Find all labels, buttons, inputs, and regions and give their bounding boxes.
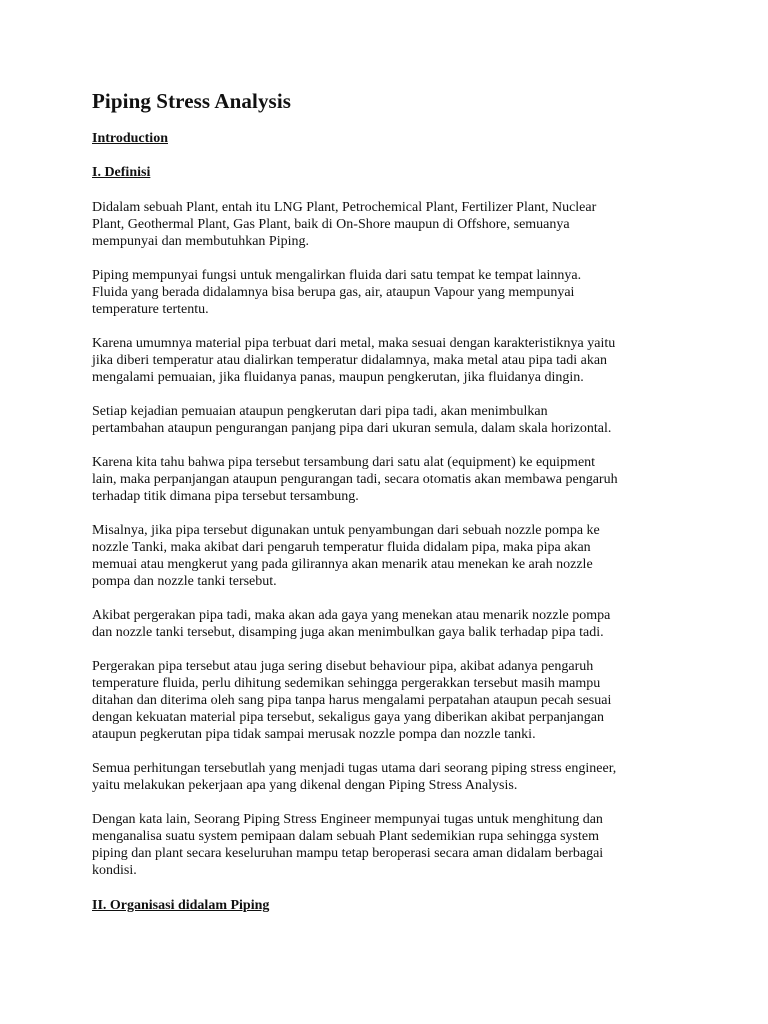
paragraph: Akibat pergerakan pipa tadi, maka akan ada gaya yang menekan atau menarik nozzle pompa dan nozzle tanki tersebut, disamping juga akan menimbulkan gaya balik terhadap pipa tadi. <box>92 608 611 640</box>
paragraph: Piping mempunyai fungsi untuk mengalirkan fluida dari satu tempat ke tempat lainnya. Fluida yang berada didalamnya bisa berupa gas, air, ataupun Vapour yang mempunyai temperature tertentu. <box>92 268 582 317</box>
paragraph: Dengan kata lain, Seorang Piping Stress Engineer mempunyai tugas untuk menghitung dan menganalisa suatu system pemipaan dalam sebuah Plant sedemikian rupa sehingga system piping dan plant secara keseluruhan mampu tetap beroperasi secara aman didalam berbagai kondisi. <box>92 812 604 878</box>
paragraph: Semua perhitungan tersebutlah yang menjadi tugas utama dari seorang piping stress engineer, yaitu melakukan pekerjaan apa yang dikenal dengan Piping Stress Analysis. <box>92 761 617 793</box>
paragraph: Setiap kejadian pemuaian ataupun pengkerutan dari pipa tadi, akan menimbulkan pertambahan ataupun pengurangan panjang pipa dari ukuran semula, dalam skala horizontal. <box>92 404 612 436</box>
document-title: Piping Stress Analysis <box>92 89 292 113</box>
introduction-heading: Introduction <box>92 131 168 146</box>
document-page <box>92 88 682 915</box>
paragraph: Misalnya, jika pipa tersebut digunakan untuk penyambungan dari sebuah nozzle pompa ke nozzle Tanki, maka akibat dari pengaruh temperatur fluida didalam pipa, maka pipa akan memuai atau mengkerut yang pada gilirannya akan menarik atau menekan ke arah nozzle pompa dan nozzle tanki tersebut. <box>92 523 600 589</box>
section-organisasi-heading: II. Organisasi didalam Piping <box>92 898 270 913</box>
paragraph: Didalam sebuah Plant, entah itu LNG Plant, Petrochemical Plant, Fertilizer Plant, Nuclear Plant, Geothermal Plant, Gas Plant, baik di On-Shore maupun di Offshore, semuanya mempunyai dan membutuhkan Piping. <box>92 200 597 249</box>
section-definisi-heading: I. Definisi <box>92 165 151 180</box>
paragraph: Pergerakan pipa tersebut atau juga sering disebut behaviour pipa, akibat adanya pengaruh temperature fluida, perlu dihitung sedemikan sehingga pergerakkan tersebut masih mampu ditahan dan diterima oleh sang pipa tanpa harus mengalami perpatahan ataupun pecah sesuai dengan kekuatan material pipa tersebut, sekaligus gaya yang diberikan akibat perpanjangan ataupun pegkerutan pipa tidak sampai merusak nozzle pompa dan nozzle tanki. <box>92 659 612 742</box>
paragraph: Karena kita tahu bahwa pipa tersebut tersambung dari satu alat (equipment) ke equipment lain, maka perpanjangan ataupun pengurangan tadi, secara otomatis akan membawa pengaruh terhadap titik dimana pipa tersebut tersambung. <box>92 455 618 504</box>
paragraph: Karena umumnya material pipa terbuat dari metal, maka sesuai dengan karakteristiknya yaitu jika diberi temperatur atau dialirkan temperatur didalamnya, maka metal atau pipa tadi akan mengalami pemuaian, jika fluidanya panas, maupun pengkerutan, jika fluidanya dingin. <box>92 336 616 385</box>
